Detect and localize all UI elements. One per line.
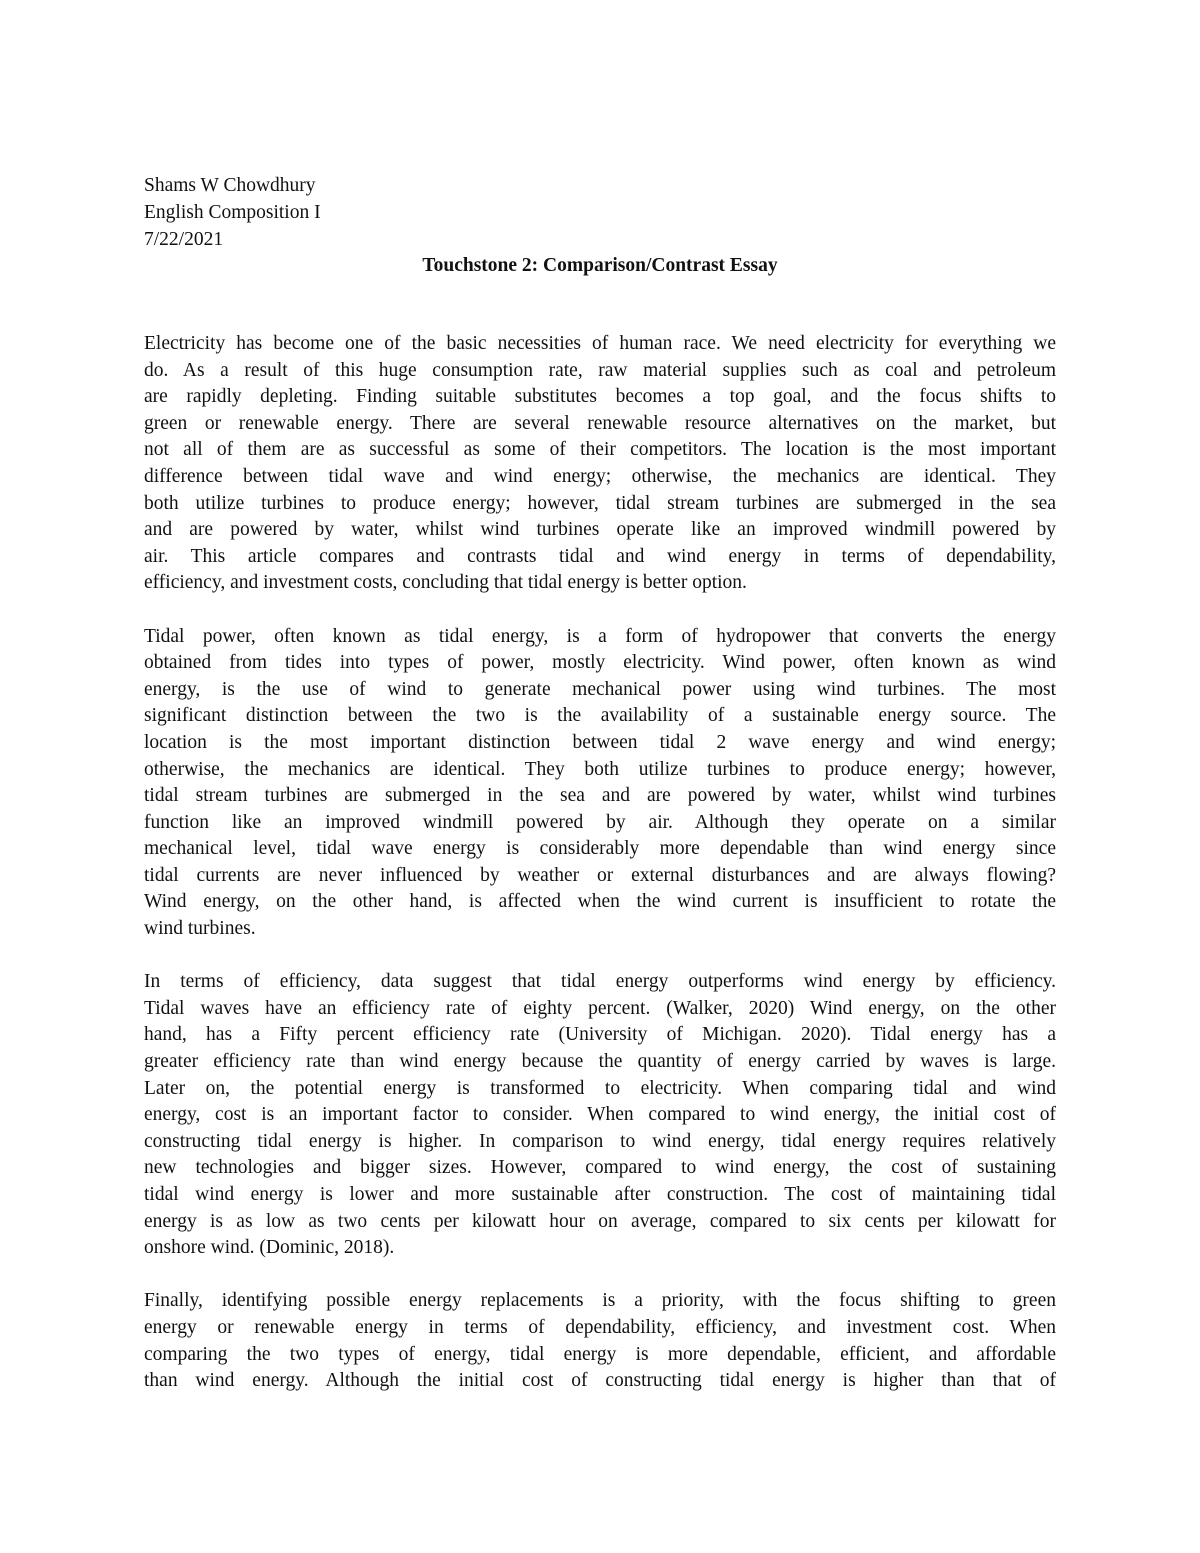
paragraph-line: energy or renewable energy in terms of dependability, efficiency, and investment cost. When bbox=[144, 1316, 1056, 1338]
paragraph-line: wind turbines. bbox=[144, 918, 256, 940]
paragraph-line: onshore wind. (Dominic, 2018). bbox=[144, 1237, 395, 1259]
paragraph-line: greater efficiency rate than wind energy because the quantity of energy carried by waves is large. bbox=[144, 1051, 1056, 1073]
paragraph-line: tidal stream turbines are submerged in the sea and are powered by water, whilst wind turbines bbox=[144, 785, 1056, 807]
paragraph-line: otherwise, the mechanics are identical. They both utilize turbines to produce energy; however, bbox=[144, 758, 1056, 780]
paragraph-line: hand, has a Fifty percent efficiency rate (University of Michigan. 2020). Tidal energy has a bbox=[144, 1024, 1056, 1046]
essay-paragraph bbox=[144, 969, 1056, 1262]
paragraph-line: tidal wind energy is lower and more sustainable after construction. The cost of maintaining tidal bbox=[144, 1184, 1056, 1205]
paragraph-line: location is the most important distinction between tidal 2 wave energy and wind energy; bbox=[144, 731, 1056, 753]
paragraph-line: In terms of efficiency, data suggest that tidal energy outperforms wind energy by efficiency. bbox=[144, 971, 1056, 993]
essay-body bbox=[144, 331, 1056, 1395]
paragraph-line: not all of them are as successful as some of their competitors. The location is the most important bbox=[144, 439, 1056, 461]
essay-paragraph bbox=[144, 331, 1056, 597]
paragraph-line: green or renewable energy. There are several renewable resource alternatives on the market, but bbox=[144, 412, 1056, 434]
paragraph-line: do. As a result of this huge consumption rate, raw material supplies such as coal and petroleum bbox=[144, 359, 1056, 381]
paragraph-line: obtained from tides into types of power, mostly electricity. Wind power, often known as wind bbox=[144, 652, 1056, 674]
paragraph-line: Later on, the potential energy is transformed to electricity. When comparing tidal and wind bbox=[144, 1077, 1056, 1099]
course-name: English Composition I bbox=[144, 202, 321, 223]
paragraph-line: significant distinction between the two is the availability of a sustainable energy source. The bbox=[144, 705, 1056, 727]
paragraph-line: Finally, identifying possible energy replacements is a priority, with the focus shifting to green bbox=[144, 1290, 1056, 1312]
paragraph-line: air. This article compares and contrasts tidal and wind energy in terms of dependability, bbox=[144, 545, 1056, 567]
paragraph-line: difference between tidal wave and wind energy; otherwise, the mechanics are identical. They bbox=[144, 465, 1056, 487]
paragraph-line: and are powered by water, whilst wind turbines operate like an improved windmill powered by bbox=[144, 519, 1056, 541]
paragraph-line: constructing tidal energy is higher. In comparison to wind energy, tidal energy requires relatively bbox=[144, 1130, 1056, 1152]
essay-paragraph bbox=[144, 624, 1056, 943]
paragraph-line: Wind energy, on the other hand, is affected when the wind current is insufficient to rotate the bbox=[144, 891, 1056, 913]
essay-title: Touchstone 2: Comparison/Contrast Essay bbox=[422, 255, 778, 276]
paragraph-line: energy, is the use of wind to generate mechanical power using wind turbines. The most bbox=[144, 678, 1056, 700]
author-name: Shams W Chowdhury bbox=[144, 175, 316, 196]
paragraph-line: efficiency, and investment costs, concluding that tidal energy is better option. bbox=[144, 572, 747, 594]
paragraph-line: Electricity has become one of the basic necessities of human race. We need electricity for everything we bbox=[144, 333, 1056, 354]
paragraph-line: comparing the two types of energy, tidal energy is more dependable, efficient, and affordable bbox=[144, 1343, 1056, 1365]
essay-paragraph bbox=[144, 1288, 1056, 1394]
paragraph-line: than wind energy. Although the initial cost of constructing tidal energy is higher than that of bbox=[144, 1370, 1056, 1392]
paragraph-line: Tidal waves have an efficiency rate of eighty percent. (Walker, 2020) Wind energy, on the other bbox=[144, 997, 1056, 1019]
paragraph-line: function like an improved windmill powered by air. Although they operate on a similar bbox=[144, 811, 1056, 833]
paragraph-line: new technologies and bigger sizes. However, compared to wind energy, the cost of sustaining bbox=[144, 1157, 1056, 1179]
document-header bbox=[144, 172, 1056, 253]
paragraph-line: are rapidly depleting. Finding suitable substitutes becomes a top goal, and the focus shifts to bbox=[144, 386, 1056, 408]
paragraph-line: tidal currents are never influenced by weather or external disturbances and are always flowing? bbox=[144, 864, 1056, 886]
paragraph-line: both utilize turbines to produce energy; however, tidal stream turbines are submerged in the sea bbox=[144, 492, 1056, 514]
document-date: 7/22/2021 bbox=[144, 229, 224, 250]
paragraph-line: energy, cost is an important factor to consider. When compared to wind energy, the initial cost of bbox=[144, 1104, 1056, 1126]
paragraph-line: Tidal power, often known as tidal energy, is a form of hydropower that converts the energy bbox=[144, 625, 1056, 647]
paragraph-line: mechanical level, tidal wave energy is considerably more dependable than wind energy since bbox=[144, 838, 1056, 860]
paragraph-line: energy is as low as two cents per kilowatt hour on average, compared to six cents per kilowatt for bbox=[144, 1210, 1056, 1232]
